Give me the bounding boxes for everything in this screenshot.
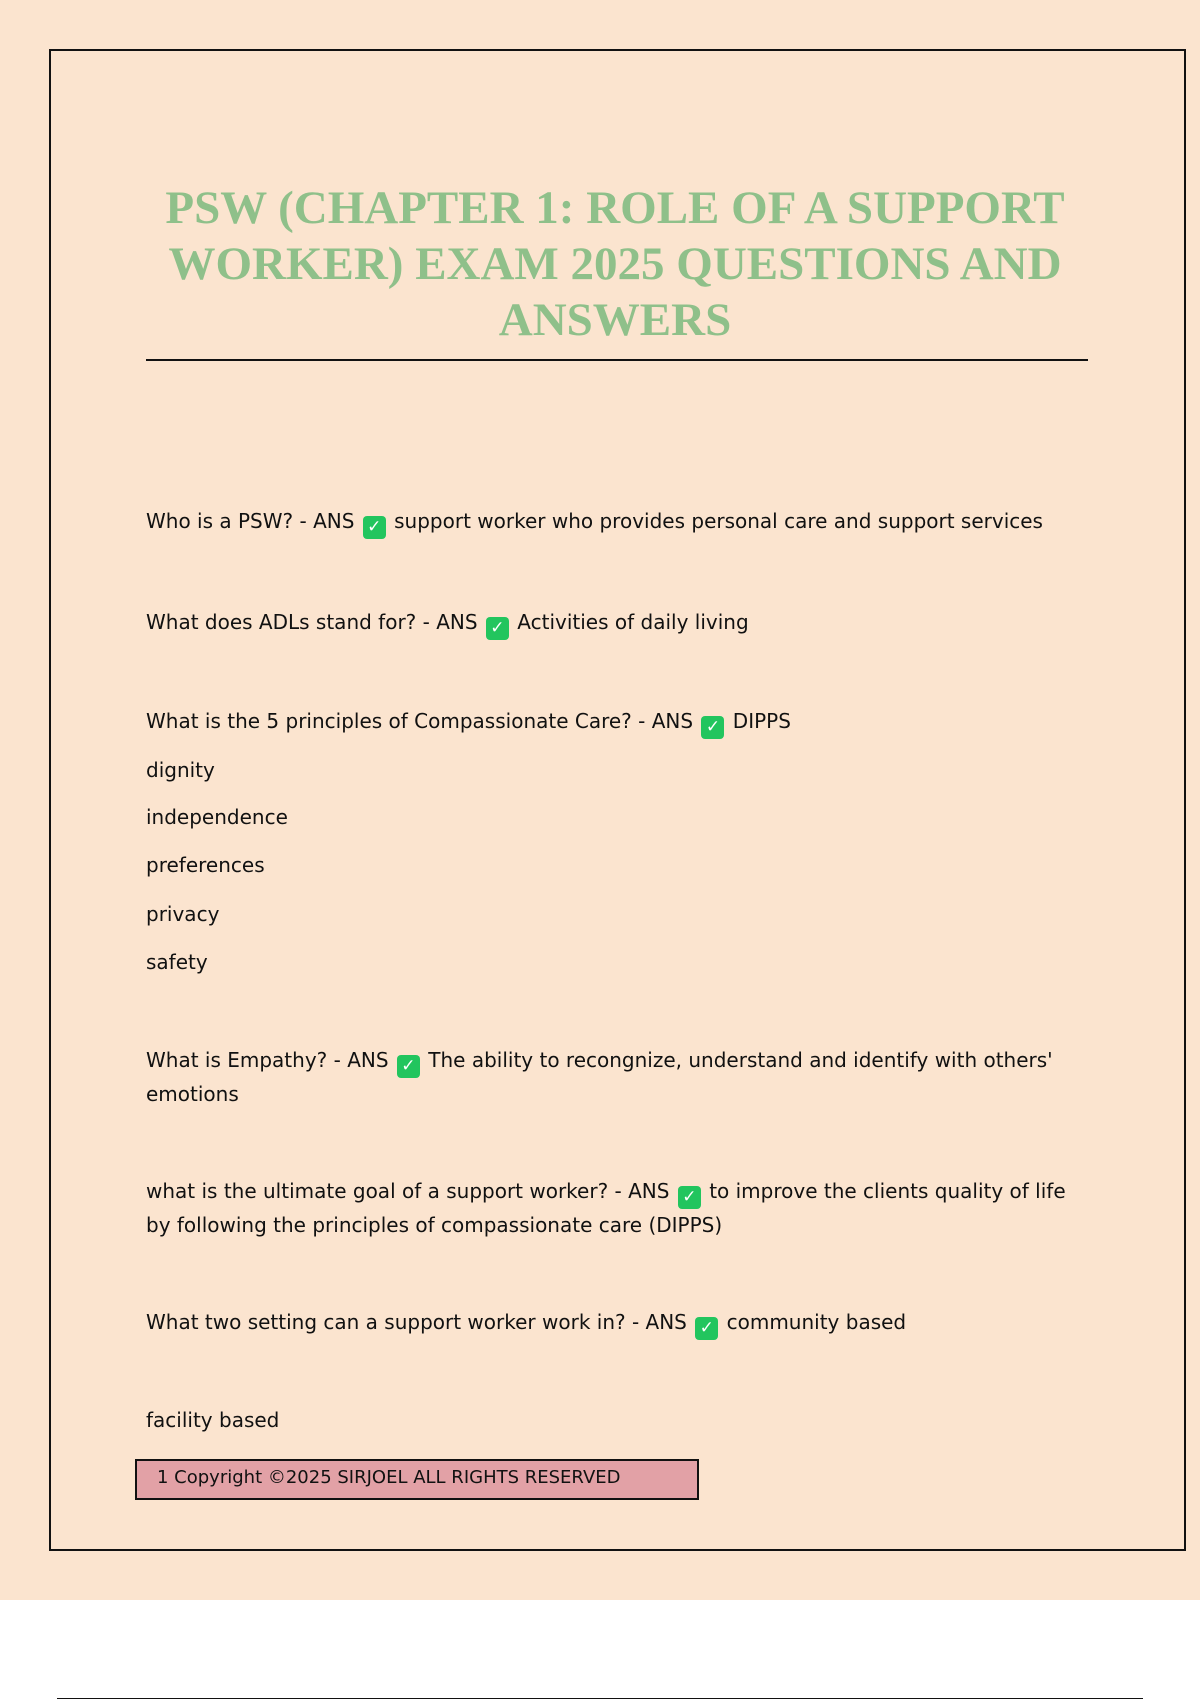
principle-item: dignity xyxy=(146,758,215,782)
answer-text: support worker who provides personal care and support services xyxy=(394,509,1043,533)
check-icon: ✓ xyxy=(486,617,509,640)
principle-item: privacy xyxy=(146,902,220,926)
answer-text: to improve the clients quality of life by following the principles of compassionate care (DIPPS) xyxy=(146,1179,1066,1237)
qa-item xyxy=(146,505,1086,539)
qa-item xyxy=(146,606,1086,640)
question-text: Who is a PSW? - ANS xyxy=(146,509,355,533)
principle-item: preferences xyxy=(146,853,265,877)
check-icon: ✓ xyxy=(695,1317,718,1340)
next-page-divider xyxy=(57,1698,1143,1699)
copyright-footer: 1 Copyright ©2025 SIRJOEL ALL RIGHTS RESERVED xyxy=(135,1459,699,1500)
answer-text: The ability to recongnize, understand and identify with others' emotions xyxy=(146,1048,1053,1106)
answer-continuation: facility based xyxy=(146,1408,280,1432)
check-icon: ✓ xyxy=(678,1186,701,1209)
question-text: What is the 5 principles of Compassionate Care? - ANS xyxy=(146,709,694,733)
qa-item xyxy=(146,705,1086,739)
question-text: What two setting can a support worker work in? - ANS xyxy=(146,1310,687,1334)
document-title: PSW (CHAPTER 1: ROLE OF A SUPPORT WORKER) EXAM 2025 QUESTIONS AND ANSWERS xyxy=(165,182,1065,346)
check-icon: ✓ xyxy=(363,516,386,539)
answer-text: Activities of daily living xyxy=(517,610,749,634)
qa-item xyxy=(146,1306,1086,1340)
question-text: what is the ultimate goal of a support worker? - ANS xyxy=(146,1179,670,1203)
answer-text: DIPPS xyxy=(732,709,791,733)
qa-item xyxy=(146,1175,1086,1242)
question-text: What is Empathy? - ANS xyxy=(146,1048,389,1072)
principle-item: independence xyxy=(146,805,288,829)
check-icon: ✓ xyxy=(397,1055,420,1078)
principle-item: safety xyxy=(146,950,208,974)
question-text: What does ADLs stand for? - ANS xyxy=(146,610,478,634)
qa-item xyxy=(146,1044,1086,1111)
answer-text: community based xyxy=(726,1310,907,1334)
title-divider xyxy=(146,359,1088,361)
check-icon: ✓ xyxy=(701,716,724,739)
